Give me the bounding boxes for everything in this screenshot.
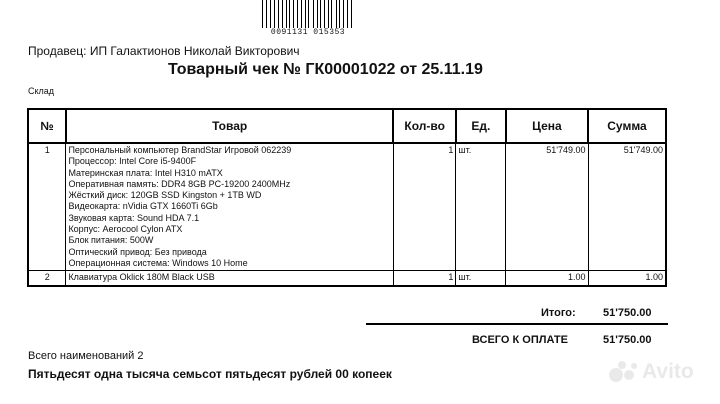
col-header-item: Товар bbox=[66, 109, 393, 143]
total-value: 51'750.00 bbox=[603, 307, 652, 319]
barcode bbox=[262, 0, 354, 38]
barcode-bar bbox=[283, 0, 284, 28]
item-description-line: Звуковая карта: Sound HDA 7.1 bbox=[68, 212, 200, 223]
avito-watermark bbox=[608, 360, 694, 384]
barcode-bar bbox=[317, 0, 318, 28]
barcode-bar bbox=[334, 0, 335, 28]
item-description-line: Оперативная память: DDR4 8GB PC-19200 2400MHz bbox=[68, 178, 291, 189]
barcode-bar bbox=[325, 0, 326, 28]
row-unit-cell: шт. bbox=[456, 143, 506, 271]
item-description-line: Блок питания: 500W bbox=[68, 235, 154, 246]
row-qty-cell: 1 bbox=[393, 271, 456, 286]
item-description-line: Материнская плата: Intel H310 mATX bbox=[68, 167, 223, 178]
table-row bbox=[28, 143, 666, 271]
total-divider bbox=[366, 323, 668, 325]
pay-value: 51'750.00 bbox=[603, 334, 652, 346]
row-number-cell: 1 bbox=[28, 143, 66, 271]
item-description-line: Корпус: Aerocool Cylon ATX bbox=[68, 224, 183, 235]
barcode-bars bbox=[262, 0, 354, 28]
item-description-line: Процессор: Intel Core i5-9400F bbox=[68, 156, 197, 167]
row-price-cell: 51'749.00 bbox=[506, 143, 588, 271]
row-number-cell: 2 bbox=[28, 271, 66, 286]
barcode-bar bbox=[339, 0, 340, 28]
barcode-bar bbox=[297, 0, 298, 28]
row-price-cell: 1.00 bbox=[506, 271, 588, 286]
col-header-sum: Сумма bbox=[588, 109, 666, 143]
row-sum-cell: 51'749.00 bbox=[588, 143, 666, 271]
items-count: Всего наименований 2 bbox=[28, 350, 144, 362]
item-description-line: Операционная система: Windows 10 Home bbox=[68, 257, 248, 268]
pay-label: ВСЕГО К ОПЛАТЕ bbox=[472, 334, 568, 346]
barcode-bar bbox=[343, 0, 344, 28]
barcode-bar bbox=[270, 0, 271, 28]
col-header-unit: Ед. bbox=[456, 109, 506, 143]
amount-in-words: Пятьдесят одна тысяча семьсот пятьдесят рублей 00 копеек bbox=[28, 367, 392, 381]
barcode-bar bbox=[308, 0, 309, 28]
barcode-bar bbox=[278, 0, 279, 28]
receipt-title: Товарный чек № ГК00001022 от 25.11.19 bbox=[168, 61, 483, 78]
barcode-bar bbox=[301, 0, 302, 28]
row-item-cell bbox=[66, 143, 393, 271]
barcode-bar bbox=[268, 0, 269, 28]
barcode-digits: 0091131 015353 bbox=[270, 28, 346, 37]
items-table bbox=[27, 108, 667, 287]
table-body bbox=[28, 143, 666, 286]
item-description-line: Видеокарта: nVidia GTX 1660Ti 6Gb bbox=[68, 201, 218, 212]
item-description-line: Оптический привод: Без привода bbox=[68, 246, 207, 257]
barcode-bar bbox=[262, 0, 263, 28]
item-description-line: Клавиатура Oklick 180M Black USB bbox=[68, 272, 215, 283]
row-unit-cell: шт. bbox=[456, 271, 506, 286]
avito-logo-icon bbox=[608, 360, 638, 384]
row-qty-cell: 1 bbox=[393, 143, 456, 271]
barcode-bar bbox=[289, 0, 290, 28]
table-row bbox=[28, 271, 666, 286]
barcode-bar bbox=[331, 0, 332, 28]
item-description-line: Персональный компьютер BrandStar Игровой 062239 bbox=[68, 145, 292, 155]
col-header-qty: Кол-во bbox=[393, 109, 456, 143]
barcode-bar bbox=[311, 0, 312, 28]
warehouse-label: Склад bbox=[28, 86, 55, 96]
barcode-bar bbox=[322, 0, 323, 28]
item-description-line: Жёсткий диск: 120GB SSD Kingston + 1TB WD bbox=[68, 190, 262, 201]
seller-line: Продавец: ИП Галактионов Николай Викторович bbox=[28, 44, 300, 58]
col-header-number: № bbox=[28, 109, 66, 143]
barcode-bar bbox=[295, 0, 296, 28]
barcode-bar bbox=[279, 0, 280, 28]
barcode-bar bbox=[348, 0, 349, 28]
row-sum-cell: 1.00 bbox=[588, 271, 666, 286]
col-header-price: Цена bbox=[506, 109, 588, 143]
barcode-bar bbox=[352, 0, 353, 28]
watermark-text: Avito bbox=[642, 360, 694, 383]
table-header-row bbox=[28, 109, 666, 143]
total-label: Итого: bbox=[541, 307, 576, 319]
row-item-cell bbox=[66, 271, 393, 286]
